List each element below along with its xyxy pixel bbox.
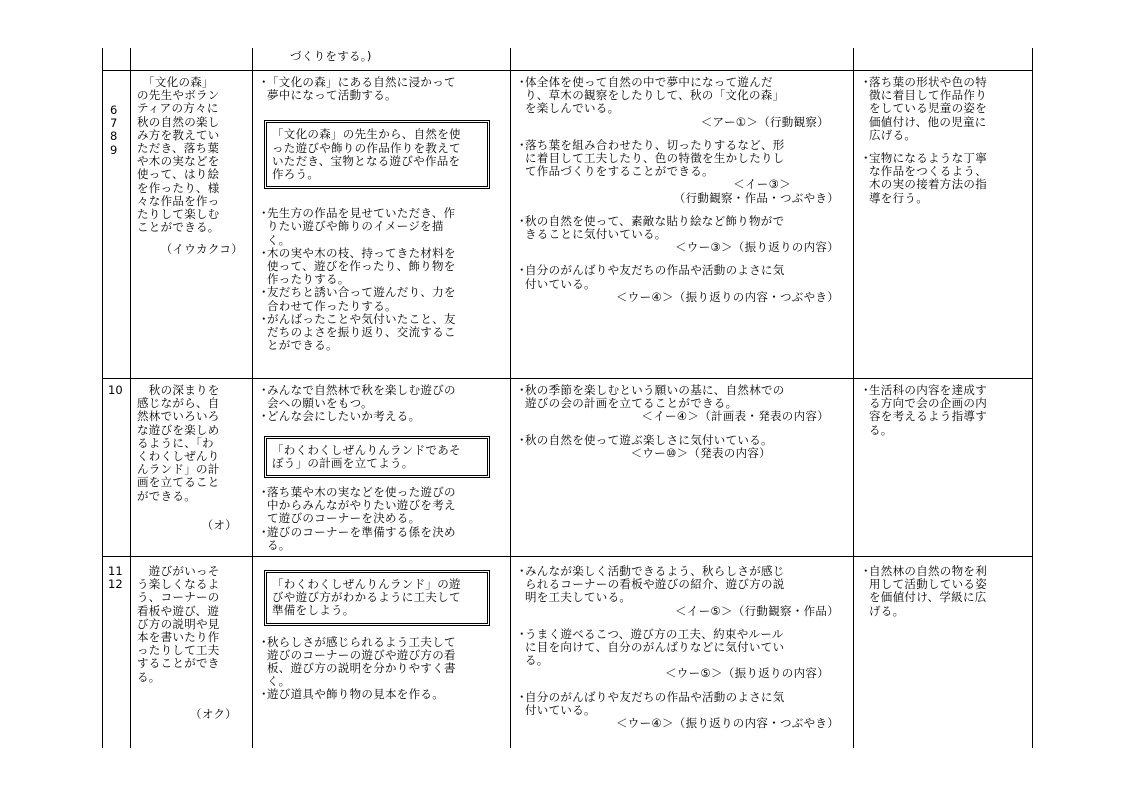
- evaluation-criterion: ＜イー③＞: [733, 177, 791, 192]
- column-divider-2: [252, 48, 253, 748]
- goal-line: ったりして工夫: [137, 643, 220, 658]
- support-item: [860, 76, 1030, 142]
- evaluation-text: 落ち葉を組み合わせたり、切ったりするなど、形 に着目して工夫したり、色の特徴を生かしたりし て作品づくりをすることができる。: [525, 137, 785, 179]
- goal-line: な遊びを楽しめ: [137, 422, 220, 437]
- support-text: 生活科の内容を達成す る方向で会の企画の内 容を考えるよう指導す る。: [869, 383, 987, 437]
- goal-line: ただき、落ち葉: [137, 141, 220, 156]
- activity-item: [258, 410, 508, 423]
- evaluation-method: （行動観察・作品・つぶやき）: [673, 190, 839, 205]
- bullet: ・: [860, 151, 872, 166]
- support-item: [860, 384, 1030, 437]
- goal-line: 感じながら、自: [137, 396, 220, 411]
- activity-cell: [258, 565, 508, 702]
- evaluation-text: 自分のがんばりや友だちの作品や活動のよさに気 付いている。: [525, 689, 785, 717]
- evaluation-item: [516, 691, 851, 717]
- lesson-number: 6: [110, 103, 118, 117]
- support-text: 自然林の自然の物を利 用して活動している姿 を価値付け、学級に広 げる。: [869, 564, 987, 618]
- evaluation-criterion: ＜ウー③＞（振り返りの内容）: [674, 240, 839, 255]
- goal-line: 画を立てること: [137, 475, 220, 490]
- bullet: ・: [516, 564, 528, 578]
- activity-item: [258, 76, 508, 102]
- evaluation-cell: [516, 384, 851, 460]
- bullet: ・: [516, 213, 528, 228]
- goal-line: たりして楽しむ: [137, 207, 220, 222]
- goal-line: ことができる。: [137, 220, 220, 235]
- table-border-left: [102, 48, 103, 748]
- activity-item: [258, 526, 508, 552]
- goal-line: う楽しくなるよ: [137, 577, 220, 592]
- bullet: ・: [258, 245, 270, 260]
- goal-line: み方を教えてい: [137, 127, 220, 142]
- bullet: ・: [516, 626, 528, 641]
- lesson-number: 11: [108, 564, 123, 578]
- support-item: [860, 152, 1030, 205]
- bullet: ・: [258, 206, 270, 221]
- bullet: ・: [516, 689, 528, 704]
- evaluation-item: [516, 139, 851, 179]
- bullet: ・: [258, 485, 270, 500]
- evaluation-criterion: ＜アー①＞（行動観察）: [700, 114, 829, 129]
- goal-line: う、コーナーの: [137, 590, 220, 605]
- bullet: ・: [258, 285, 270, 300]
- activity-item: [258, 207, 508, 247]
- activity-item: [258, 247, 508, 287]
- goal-line: 遊びがいっそ: [137, 564, 220, 578]
- goal-line: る。: [137, 669, 161, 684]
- activity-item-text: みんなで自然林で秋を楽しむ遊びの 会への願いをもつ。: [267, 383, 456, 411]
- evaluation-item: [516, 76, 851, 116]
- evaluation-text: 秋の季節を楽しむという願いの基に、自然林での 遊びの会の計画を立てることができる。: [525, 383, 785, 411]
- goal-line: んランド」の計: [137, 462, 220, 477]
- row-divider-3: [102, 556, 1032, 557]
- activity-cell: [258, 76, 508, 352]
- activity-item: [258, 313, 508, 353]
- evaluation-item: [516, 628, 851, 668]
- lesson-number: 12: [108, 577, 123, 592]
- bullet: ・: [516, 432, 528, 447]
- support-cell: [860, 565, 1030, 618]
- activity-theme-box: 「わくわくしぜんりんランド」の遊 びや遊び方がわかるように工夫して 準備をしよう。: [264, 570, 490, 626]
- bullet: ・: [860, 564, 872, 578]
- evaluation-criterion: ＜ウー④＞（振り返りの内容・つぶやき）: [615, 716, 839, 731]
- goal-tag: （オク）: [190, 706, 237, 721]
- column-divider-4: [853, 48, 854, 748]
- support-cell: [860, 76, 1030, 205]
- row-divider-1: [102, 70, 1032, 71]
- activity-item-text: 先生方の作品を見せていただき、作 りたい遊びや飾りのイメージを描 く。: [267, 206, 456, 247]
- goal-cell: [137, 76, 249, 257]
- goal-line: 「文化の森」: [137, 75, 214, 89]
- lesson-numbers: [108, 384, 134, 397]
- bullet: ・: [258, 311, 270, 326]
- evaluation-item: [516, 215, 851, 241]
- goal-line: 然林でいろいろ: [137, 409, 220, 424]
- lesson-numbers: [110, 104, 136, 157]
- evaluation-cell: [516, 76, 851, 304]
- goal-line: 秋の深まりを: [137, 383, 220, 397]
- activity-item-text: どんな会にしたいか考える。: [267, 409, 421, 424]
- evaluation-item: [516, 384, 851, 410]
- goal-line: や木の実などを: [137, 154, 220, 169]
- activity-item: [258, 384, 508, 410]
- evaluation-criterion: ＜ウー④＞（振り返りの内容・つぶやき）: [615, 289, 839, 304]
- bullet: ・: [860, 75, 872, 89]
- activity-item-text: 遊び道具や飾り物の見本を作る。: [267, 687, 444, 702]
- bullet: ・: [516, 383, 528, 397]
- evaluation-text: 秋の自然を使って、素敵な貼り絵など飾り物がで きることに気付いている。: [525, 213, 785, 242]
- goal-line: することができ: [137, 656, 220, 671]
- activity-item: [258, 688, 508, 701]
- activity-theme-box: 「わくわくしぜんりんランドであそ ぼう」の計画を立てよう。: [264, 436, 490, 478]
- activity-theme-box: 「文化の森」の先生から、自然を使 った遊びや飾りの作品作りを教えて いただき、宝物となる遊びや作品を 作ろう。: [264, 120, 490, 189]
- evaluation-text: うまく遊べるこつ、遊び方の工夫、約束やルール に目を向けて、自分のがんばりなどに気付いてい る。: [525, 626, 785, 668]
- activity-item-text: 「文化の森」にある自然に浸かって 夢中になって活動する。: [267, 75, 456, 103]
- evaluation-item: [516, 264, 851, 290]
- goal-line: ができる。: [137, 488, 196, 503]
- goal-line: 々な作品を作っ: [137, 193, 220, 208]
- goal-cell: [137, 384, 249, 532]
- row-divider-2: [102, 378, 1032, 379]
- evaluation-criterion: ＜ウー⑤＞（振り返りの内容）: [664, 666, 829, 681]
- bullet: ・: [516, 75, 528, 89]
- activity-item-text: 友だちと誘い合って遊んだり、力を 合わせて作ったりする。: [267, 285, 456, 313]
- bullet: ・: [258, 75, 270, 89]
- activity-cell: [258, 384, 508, 552]
- activity-item-text: がんばったことや気付いたこと、友 だちのよさを振り返り、交流するこ とができる。: [267, 311, 456, 353]
- bullet: ・: [516, 263, 528, 278]
- bullet: ・: [258, 409, 270, 424]
- activity-item: [258, 636, 508, 689]
- activity-item: [258, 486, 508, 526]
- bullet: ・: [258, 383, 270, 397]
- goal-line: るように、「わ: [137, 435, 214, 450]
- activity-continued-text: づくりをする。): [290, 49, 372, 63]
- table-border-right: [1032, 48, 1033, 748]
- evaluation-text: 体全体を使って自然の中で夢中になって遊んだ り、草木の観察をしたりして、秋の「文化の森」 を楽しんでいる。: [525, 75, 785, 116]
- goal-line: ティアの方々に: [137, 101, 219, 116]
- evaluation-item: [516, 434, 851, 447]
- evaluation-text: 自分のがんばりや友だちの作品や活動のよさに気 付いている。: [525, 263, 785, 291]
- activity-item-text: 木の実や木の枝、持ってきた材料を 使って、遊びを作ったり、飾り物を 作ったりする。: [267, 245, 456, 287]
- evaluation-text: みんなが楽しく活動できるよう、秋らしさが感じ られるコーナーの看板や遊びの紹介、遊び方の説 明を工夫している。: [525, 564, 785, 605]
- goal-line: を作ったり、様: [137, 180, 220, 195]
- support-cell: [860, 384, 1030, 437]
- lesson-number: 9: [110, 142, 118, 157]
- bullet: ・: [516, 137, 528, 152]
- goal-line: 本を書いたり作: [137, 630, 220, 645]
- support-text: 宝物になるような丁寧 な作品をつくるよう、 木の実の接着方法の指 導を行う。: [869, 151, 987, 205]
- activity-item: [258, 286, 508, 312]
- support-text: 落ち葉の形状や色の特 徴に着目して作品作り をしている児童の姿を 価値付け、他の児童に 広げる。: [869, 75, 987, 142]
- goal-tag: （イウカクコ）: [160, 242, 243, 257]
- lesson-number: 8: [110, 129, 118, 144]
- lesson-numbers: [108, 565, 134, 591]
- evaluation-cell: [516, 565, 851, 730]
- evaluation-criterion: ＜イー④＞（計画表・発表の内容）: [641, 409, 829, 424]
- bullet: ・: [258, 687, 270, 702]
- evaluation-text: 秋の自然を使って遊ぶ楽しさに気付いている。: [525, 432, 773, 447]
- activity-item-text: 秋らしさが感じられるよう工夫して 遊びのコーナーの遊びや遊び方の看 板、遊び方の説明を分かりやすく書 く。: [267, 634, 456, 689]
- bullet: ・: [258, 524, 270, 539]
- bullet: ・: [860, 383, 872, 397]
- goal-cell: [137, 565, 249, 721]
- goal-tag: （オ）: [201, 517, 237, 532]
- goal-line: び方の説明や見: [137, 616, 220, 631]
- goal-line: くわくしぜんり: [137, 449, 220, 464]
- activity-item-text: 遊びのコーナーを準備する係を決め る。: [267, 524, 456, 552]
- evaluation-criterion: ＜ウー⑩＞（発表の内容）: [630, 445, 771, 460]
- evaluation-item: [516, 565, 851, 605]
- support-item: [860, 565, 1030, 618]
- activity-item-text: 落ち葉や木の実などを使った遊びの 中からみんながやりたい遊びを考え て遊びのコーナーを決める。: [267, 485, 456, 526]
- goal-line: 看板や遊び、遊: [137, 603, 220, 618]
- goal-line: の先生やボラン: [137, 88, 220, 103]
- goal-line: 使って、はり絵: [137, 167, 220, 182]
- goal-line: 秋の自然の楽し: [137, 114, 220, 129]
- lesson-number: 7: [110, 116, 118, 131]
- evaluation-criterion: ＜イー⑤＞（行動観察・作品）: [674, 603, 839, 618]
- bullet: ・: [258, 634, 270, 649]
- lesson-number: 10: [108, 383, 123, 397]
- column-divider-3: [510, 48, 511, 748]
